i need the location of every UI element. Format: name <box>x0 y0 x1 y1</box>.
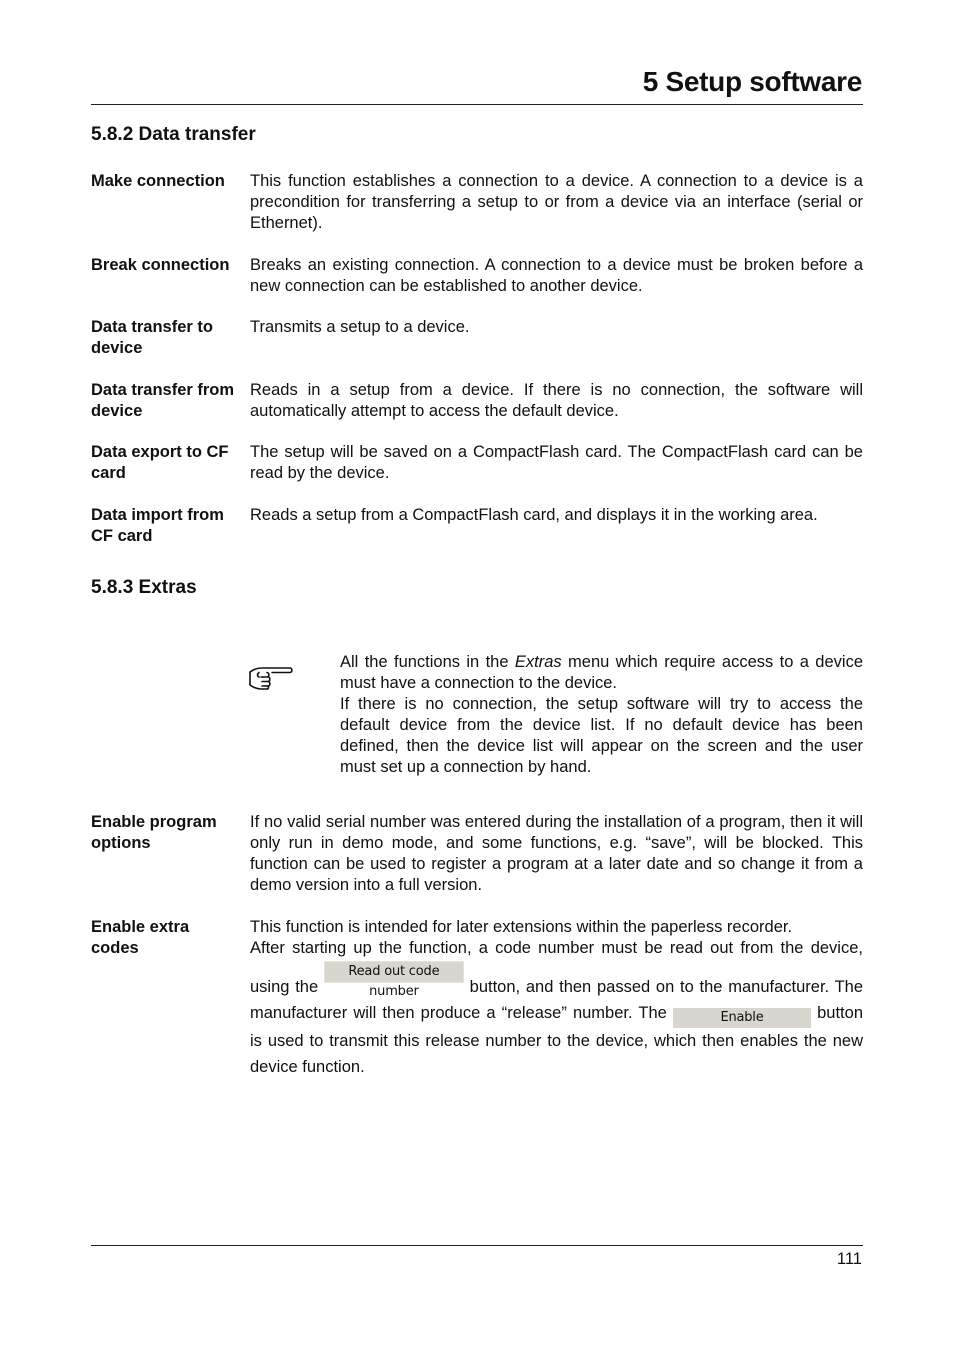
entry-description: If no valid serial number was entered during the installation of a program, then it will only run in demo mode, and some functions, e.g. “save”, will be blocked. This function can be used to register a program at a later date and so change it from a demo version into a full version. <box>250 813 863 894</box>
note-paragraph-1: All the functions in the Extras menu which require access to a device must have a connection to the device. <box>340 653 863 692</box>
entry-description: Breaks an existing connection. A connection to a device must be broken before a new connection can be established to another device. <box>250 256 863 295</box>
entry-term: Enable program options <box>91 813 217 852</box>
page-number: 111 <box>836 1250 862 1268</box>
section-heading-extras: 5.8.3 Extras <box>91 577 197 598</box>
entry-description: This function establishes a connection to a device. A connection to a device is a precondition for transferring a setup to or from a device via an interface (serial or Ethernet). <box>250 172 863 232</box>
pointing-hand-icon <box>248 664 294 690</box>
entry-description: The setup will be saved on a CompactFlash card. The CompactFlash card can be read by the device. <box>250 443 863 482</box>
extras-menu-name: Extras <box>514 653 562 671</box>
section-heading-data-transfer: 5.8.2 Data transfer <box>91 124 256 145</box>
header-rule <box>91 104 863 105</box>
entry-term: Make connection <box>91 172 225 190</box>
enable-button[interactable]: Enable <box>673 1008 811 1028</box>
note-paragraph-2: If there is no connection, the setup software will try to access the default device from the device list. If no default device has been defined, then the device list will appear on the screen and the user must set up a connection by hand. <box>340 695 863 776</box>
entry-term: Data transfer from device <box>91 381 235 420</box>
desc-line-1: This function is intended for later extensions within the paperless recorder. <box>250 918 793 936</box>
entry-term: Data export to CF card <box>91 443 229 482</box>
chapter-title: 5 Setup software <box>642 66 862 97</box>
entry-description: Reads a setup from a CompactFlash card, and displays it in the working area. <box>250 506 818 524</box>
footer-rule <box>91 1245 863 1246</box>
entry-term: Data import from CF card <box>91 506 224 545</box>
entry-description: Reads in a setup from a device. If there is no connection, the software will automatically attempt to access the default device. <box>250 381 863 420</box>
entry-description: Transmits a setup to a device. <box>250 318 470 336</box>
entry-description <box>250 917 863 1080</box>
note-text <box>340 652 863 778</box>
entry-term: Break connection <box>91 256 230 274</box>
desc-paragraph: After starting up the function, a code number must be read out from the device, using the Read out code number button, and then passed on to the manufacturer. The manufacturer will then produce a “release” number. The Enable button is used to transmit this release number to the device, which then enables the new device function. <box>250 939 863 1076</box>
read-out-code-number-button[interactable]: Read out code number <box>324 961 464 983</box>
entry-term: Enable extra codes <box>91 918 190 957</box>
entry-term: Data transfer to device <box>91 318 213 357</box>
